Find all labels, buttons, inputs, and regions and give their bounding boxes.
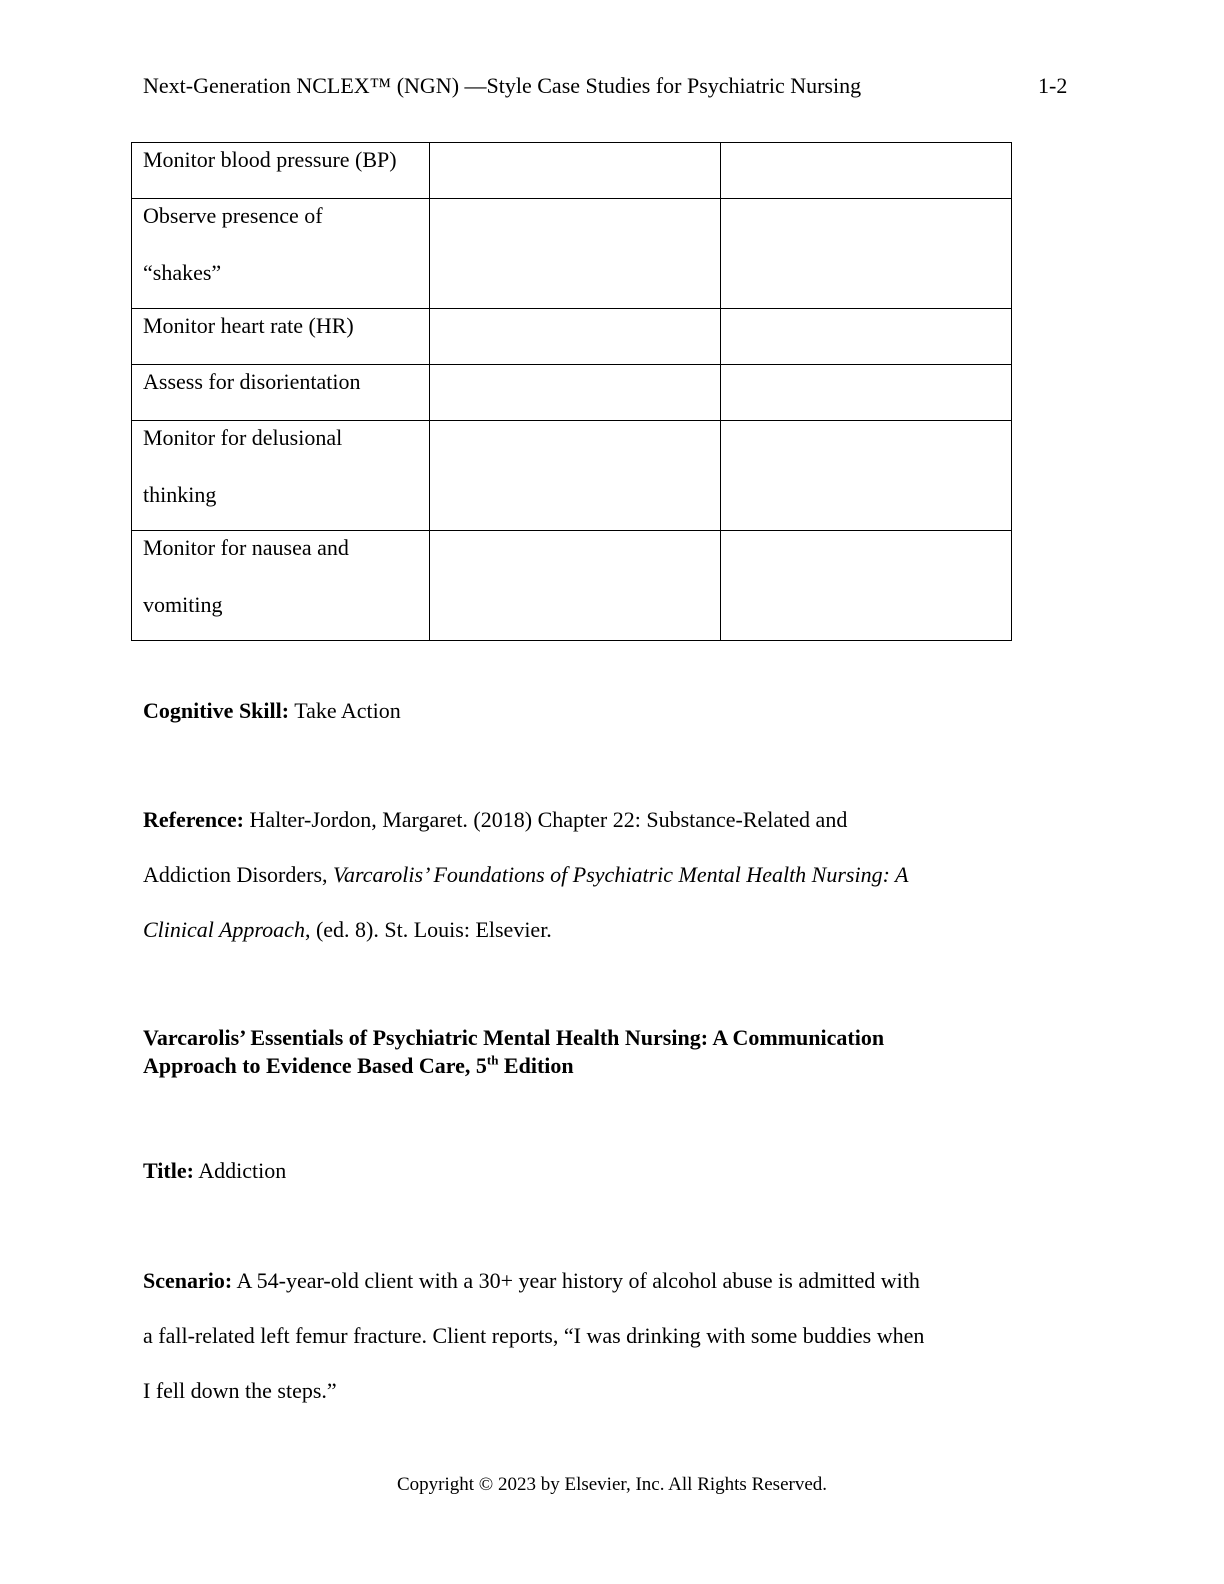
- reference-text: , (ed. 8). St. Louis: Elsevier.: [304, 917, 552, 942]
- cell-line: Monitor for delusional: [143, 425, 343, 450]
- book-title-line-1: Varcarolis’ Essentials of Psychiatric Mental Health Nursing: A Communication: [143, 1025, 885, 1050]
- reference-line-1: [143, 792, 1003, 847]
- reference-line-2: [143, 847, 1003, 902]
- page-number: 1-2: [1038, 73, 1068, 98]
- scenario-text: A 54-year-old client with a 30+ year history of alcohol abuse is admitted with: [236, 1268, 920, 1293]
- assessment-table: [131, 142, 1012, 641]
- copyright-footer: Copyright © 2023 by Elsevier, Inc. All Rights Reserved.: [396, 1474, 828, 1495]
- scenario-line-2: a fall-related left femur fracture. Client reports, “I was drinking with some buddies when: [143, 1323, 925, 1348]
- cell-line: Monitor blood pressure (BP): [143, 147, 397, 172]
- action-cell: [132, 531, 430, 641]
- action-cell: [132, 421, 430, 531]
- cell-line: Observe presence of: [143, 203, 323, 228]
- cell-line: thinking: [143, 482, 217, 507]
- running-header-title: Next-Generation NCLEX™ (NGN) —Style Case Studies for Psychiatric Nursing: [143, 73, 862, 98]
- title-label: Title:: [143, 1158, 194, 1183]
- reference: [143, 792, 1003, 957]
- answer-cell[interactable]: [721, 531, 1012, 641]
- answer-cell[interactable]: [430, 143, 721, 199]
- scenario-label: Scenario:: [143, 1268, 233, 1293]
- reference-book-title: Clinical Approach: [143, 917, 305, 942]
- title-field: [143, 1143, 1003, 1198]
- book-title-text: Approach to Evidence Based Care, 5: [143, 1053, 487, 1078]
- answer-cell[interactable]: [430, 531, 721, 641]
- cell-line: Monitor for nausea and: [143, 535, 349, 560]
- reference-line-3: [143, 902, 1003, 957]
- answer-cell[interactable]: [721, 309, 1012, 365]
- reference-label: Reference:: [143, 807, 244, 832]
- answer-cell[interactable]: [430, 199, 721, 309]
- title-value: Addiction: [198, 1158, 287, 1183]
- table-row: [132, 199, 1012, 309]
- answer-cell[interactable]: [430, 309, 721, 365]
- cell-line: “shakes”: [143, 260, 222, 285]
- answer-cell[interactable]: [721, 143, 1012, 199]
- answer-cell[interactable]: [721, 199, 1012, 309]
- reference-text: Addiction Disorders,: [143, 862, 334, 887]
- book-title-line-2: [143, 1052, 1023, 1080]
- book-title-text: Edition: [498, 1053, 574, 1078]
- action-cell: [132, 199, 430, 309]
- table-row: [132, 531, 1012, 641]
- reference-book-title: Varcarolis’ Foundations of Psychiatric Mental Health Nursing: A: [333, 862, 909, 887]
- cognitive-skill: [143, 683, 1003, 738]
- table-row: [132, 421, 1012, 531]
- cognitive-skill-value: Take Action: [294, 698, 401, 723]
- answer-cell[interactable]: [721, 421, 1012, 531]
- answer-cell[interactable]: [721, 365, 1012, 421]
- scenario: [143, 1253, 1023, 1418]
- answer-cell[interactable]: [430, 421, 721, 531]
- answer-cell[interactable]: [430, 365, 721, 421]
- cell-line: Assess for disorientation: [143, 369, 361, 394]
- edition-superscript: th: [486, 1052, 499, 1068]
- reference-text: Halter-Jordon, Margaret. (2018) Chapter 22: Substance-Related and: [249, 807, 848, 832]
- scenario-line-3: I fell down the steps.”: [143, 1378, 337, 1403]
- scenario-line-1: [143, 1253, 1023, 1308]
- book-title: [143, 1024, 1023, 1080]
- cognitive-skill-label: Cognitive Skill:: [143, 698, 290, 723]
- cell-line: Monitor heart rate (HR): [143, 313, 354, 338]
- cell-line: vomiting: [143, 592, 223, 617]
